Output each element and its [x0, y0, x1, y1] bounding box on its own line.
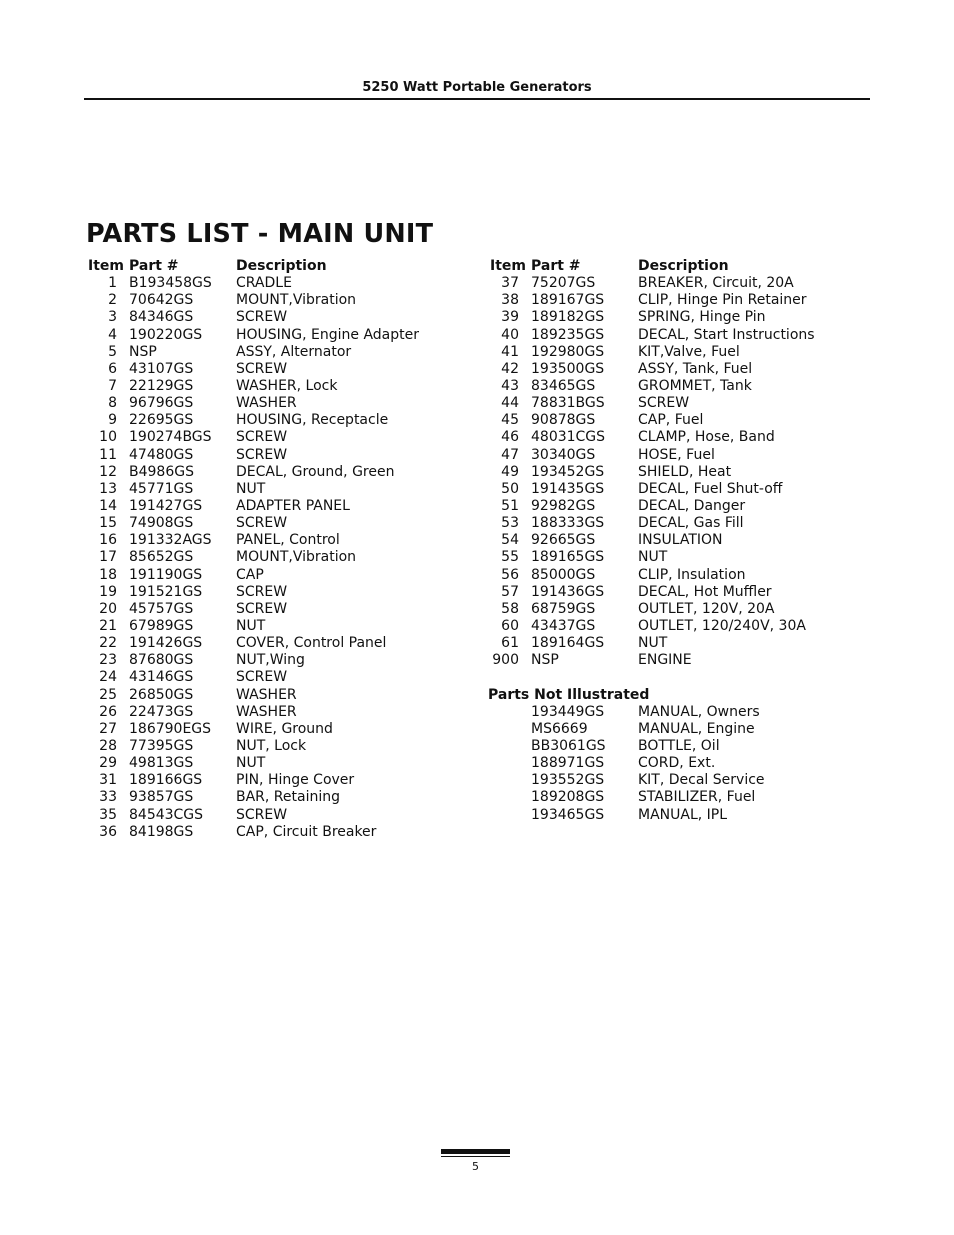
item-number: 6 — [108, 360, 117, 377]
part-number: 22129GS — [129, 377, 194, 394]
item-number: 24 — [99, 669, 117, 686]
table-row — [488, 309, 815, 326]
item-number: 56 — [501, 566, 519, 583]
part-number: 78831BGS — [531, 395, 605, 412]
part-number: 189166GS — [129, 772, 203, 789]
part-description: OUTLET, 120V, 20A — [638, 600, 775, 617]
table-row — [86, 481, 419, 498]
part-number: 77395GS — [129, 737, 194, 754]
table-row — [488, 549, 815, 566]
parts-table-right — [488, 258, 815, 824]
part-number: 93857GS — [129, 789, 194, 806]
table-row — [488, 429, 815, 446]
item-number: 31 — [99, 772, 117, 789]
part-number: 90878GS — [531, 412, 596, 429]
table-row — [86, 292, 419, 309]
part-number: 193552GS — [531, 772, 605, 789]
item-number: 2 — [108, 292, 117, 309]
table-row — [86, 584, 419, 601]
part-description: SCREW — [236, 583, 288, 600]
item-number: 18 — [99, 566, 117, 583]
part-description: WASHER — [236, 395, 297, 412]
table-row — [488, 464, 815, 481]
item-number: 4 — [108, 326, 117, 343]
table-row — [86, 498, 419, 515]
part-description: MANUAL, Owners — [638, 703, 760, 720]
table-row — [488, 515, 815, 532]
table-row — [86, 704, 419, 721]
table-row — [86, 824, 419, 841]
part-number: 45771GS — [129, 480, 194, 497]
part-number: 193500GS — [531, 360, 605, 377]
part-number: 87680GS — [129, 652, 194, 669]
table-row — [86, 669, 419, 686]
part-description: DECAL, Hot Muffler — [638, 583, 772, 600]
part-description: DECAL, Gas Fill — [638, 515, 744, 532]
part-number: 84198GS — [129, 823, 194, 840]
item-number: 13 — [99, 480, 117, 497]
item-number: 51 — [501, 497, 519, 514]
part-description: NUT,Wing — [236, 652, 305, 669]
table-row — [86, 772, 419, 789]
part-number: 85000GS — [531, 566, 596, 583]
part-number: 70642GS — [129, 292, 194, 309]
item-number: 33 — [99, 789, 117, 806]
part-number: B4986GS — [129, 463, 194, 480]
table-row — [488, 755, 815, 772]
col-header-part: Part # — [531, 258, 581, 274]
part-number: 189167GS — [531, 292, 605, 309]
part-description: BAR, Retaining — [236, 789, 341, 806]
table-row — [488, 601, 815, 618]
part-number: 43146GS — [129, 669, 194, 686]
item-number — [488, 772, 519, 789]
table-row — [488, 789, 815, 806]
item-number: 61 — [501, 635, 519, 652]
part-description: COVER, Control Panel — [236, 635, 387, 652]
item-number: 23 — [99, 652, 117, 669]
part-description: SHIELD, Heat — [638, 463, 732, 480]
item-number: 19 — [99, 583, 117, 600]
item-number: 27 — [99, 720, 117, 737]
table-row — [86, 549, 419, 566]
table-row — [488, 635, 815, 652]
part-description: INSULATION — [638, 532, 723, 549]
item-number: 900 — [492, 652, 519, 669]
table-row — [488, 292, 815, 309]
part-description: SCREW — [236, 360, 288, 377]
header-title: 5250 Watt Portable Generators — [362, 80, 592, 95]
header-divider — [84, 98, 870, 100]
part-number: 189164GS — [531, 635, 605, 652]
part-description: MOUNT,Vibration — [236, 292, 357, 309]
part-description: WASHER, Lock — [236, 377, 338, 394]
part-number: 190274BGS — [129, 429, 212, 446]
part-number: B193458GS — [129, 275, 212, 292]
part-number: 47480GS — [129, 446, 194, 463]
item-number: 45 — [501, 412, 519, 429]
table-row — [86, 429, 419, 446]
part-number: 191332AGS — [129, 532, 212, 549]
col-header-part: Part # — [129, 258, 179, 274]
item-number: 55 — [501, 549, 519, 566]
part-number: 189165GS — [531, 549, 605, 566]
table-row — [86, 789, 419, 806]
part-number: 84346GS — [129, 309, 194, 326]
item-number: 20 — [99, 600, 117, 617]
part-description: CRADLE — [236, 275, 292, 292]
item-number: 26 — [99, 703, 117, 720]
part-description: BREAKER, Circuit, 20A — [638, 275, 794, 292]
item-number: 44 — [501, 395, 519, 412]
item-number: 3 — [108, 309, 117, 326]
item-number — [488, 738, 519, 755]
item-number: 35 — [99, 806, 117, 823]
part-description: STABILIZER, Fuel — [638, 789, 756, 806]
part-number: 192980GS — [531, 343, 605, 360]
right-rows — [488, 275, 815, 669]
item-number: 9 — [108, 412, 117, 429]
item-number: 8 — [108, 395, 117, 412]
parts-not-illustrated-label: Parts Not Illustrated — [488, 686, 650, 703]
item-number: 60 — [501, 617, 519, 634]
part-number: 45757GS — [129, 600, 194, 617]
table-row — [86, 738, 419, 755]
table-row — [488, 327, 815, 344]
table-row — [488, 584, 815, 601]
part-number: 186790EGS — [129, 720, 212, 737]
table-row — [488, 481, 815, 498]
part-description: SCREW — [236, 309, 288, 326]
col-header-item: Item — [490, 258, 526, 274]
part-number: 83465GS — [531, 377, 596, 394]
part-description: CLIP, Insulation — [638, 566, 746, 583]
parts-table-left — [86, 258, 419, 841]
table-row — [86, 447, 419, 464]
table-row — [86, 635, 419, 652]
page-number: 5 — [472, 1160, 479, 1173]
table-row — [86, 275, 419, 292]
table-row — [488, 378, 815, 395]
table-row — [86, 344, 419, 361]
table-row — [86, 687, 419, 704]
table-row — [86, 309, 419, 326]
item-number: 5 — [108, 343, 117, 360]
part-number: 26850GS — [129, 686, 194, 703]
part-number: 189208GS — [531, 789, 605, 806]
part-number: 22473GS — [129, 703, 194, 720]
part-number: 92665GS — [531, 532, 596, 549]
part-description: BOTTLE, Oil — [638, 737, 720, 754]
part-description: SCREW — [638, 395, 690, 412]
part-number: 48031CGS — [531, 429, 606, 446]
table-row — [488, 447, 815, 464]
part-number: 84543CGS — [129, 806, 204, 823]
item-number: 46 — [501, 429, 519, 446]
part-number: 193449GS — [531, 703, 605, 720]
part-number: 67989GS — [129, 617, 194, 634]
table-row — [86, 395, 419, 412]
part-description: HOUSING, Receptacle — [236, 412, 389, 429]
table-row — [488, 395, 815, 412]
item-number: 1 — [108, 275, 117, 292]
part-description: CLAMP, Hose, Band — [638, 429, 775, 446]
part-description: NUT — [638, 549, 668, 566]
part-description: WASHER — [236, 686, 297, 703]
item-number: 41 — [501, 343, 519, 360]
item-number: 17 — [99, 549, 117, 566]
part-description: OUTLET, 120/240V, 30A — [638, 617, 806, 634]
part-description: HOSE, Fuel — [638, 446, 715, 463]
part-description: ASSY, Alternator — [236, 343, 352, 360]
item-number — [488, 755, 519, 772]
item-number: 49 — [501, 463, 519, 480]
table-row — [488, 275, 815, 292]
part-number: 74908GS — [129, 515, 194, 532]
part-number: 191436GS — [531, 583, 605, 600]
column-headers — [86, 258, 419, 275]
part-number: NSP — [531, 652, 559, 669]
part-description: PIN, Hinge Cover — [236, 772, 355, 789]
part-number: 85652GS — [129, 549, 194, 566]
table-row — [86, 464, 419, 481]
page-title: PARTS LIST - MAIN UNIT — [86, 219, 434, 249]
table-row — [488, 344, 815, 361]
part-number: 191435GS — [531, 480, 605, 497]
part-description: MOUNT,Vibration — [236, 549, 357, 566]
part-description: SCREW — [236, 515, 288, 532]
part-description: NUT — [638, 635, 668, 652]
table-row — [488, 412, 815, 429]
table-row — [86, 721, 419, 738]
part-description: ASSY, Tank, Fuel — [638, 360, 753, 377]
table-row — [86, 567, 419, 584]
table-row — [488, 738, 815, 755]
footer-bar — [441, 1149, 510, 1154]
table-row — [86, 755, 419, 772]
part-description: SCREW — [236, 429, 288, 446]
item-number: 25 — [99, 686, 117, 703]
part-number: 189182GS — [531, 309, 605, 326]
table-row — [86, 327, 419, 344]
part-description: KIT,Valve, Fuel — [638, 343, 740, 360]
table-row — [488, 704, 815, 721]
item-number: 43 — [501, 377, 519, 394]
part-number: NSP — [129, 343, 157, 360]
table-row — [86, 807, 419, 824]
part-description: NUT, Lock — [236, 737, 307, 754]
part-number: MS6669 — [531, 720, 588, 737]
item-number: 11 — [99, 446, 117, 463]
table-row — [488, 567, 815, 584]
part-description: ADAPTER PANEL — [236, 497, 350, 514]
part-description: CLIP, Hinge Pin Retainer — [638, 292, 807, 309]
item-number: 40 — [501, 326, 519, 343]
part-number: 43107GS — [129, 360, 194, 377]
table-row — [488, 618, 815, 635]
part-description: CAP, Fuel — [638, 412, 704, 429]
col-header-item: Item — [88, 258, 124, 274]
table-row — [488, 361, 815, 378]
table-row — [86, 378, 419, 395]
part-description: DECAL, Start Instructions — [638, 326, 815, 343]
part-description: ENGINE — [638, 652, 692, 669]
table-row — [488, 498, 815, 515]
item-number: 54 — [501, 532, 519, 549]
part-description: CORD, Ext. — [638, 755, 716, 772]
col-header-description: Description — [638, 258, 729, 274]
item-number: 47 — [501, 446, 519, 463]
item-number: 37 — [501, 275, 519, 292]
part-number: 191190GS — [129, 566, 203, 583]
part-description: DECAL, Danger — [638, 497, 746, 514]
item-number: 53 — [501, 515, 519, 532]
part-number: 43437GS — [531, 617, 596, 634]
part-description: SCREW — [236, 806, 288, 823]
item-number: 16 — [99, 532, 117, 549]
part-number: 92982GS — [531, 497, 596, 514]
part-description: DECAL, Ground, Green — [236, 463, 395, 480]
item-number: 12 — [99, 463, 117, 480]
part-number: 191427GS — [129, 497, 203, 514]
part-description: GROMMET, Tank — [638, 377, 752, 394]
part-description: CAP — [236, 566, 264, 583]
item-number — [488, 789, 519, 806]
part-number: BB3061GS — [531, 737, 606, 754]
item-number: 14 — [99, 497, 117, 514]
part-description: NUT — [236, 617, 266, 634]
table-row — [488, 532, 815, 549]
table-row — [488, 772, 815, 789]
item-number — [488, 807, 519, 824]
part-number: 30340GS — [531, 446, 596, 463]
part-description: NUT — [236, 480, 266, 497]
part-description: HOUSING, Engine Adapter — [236, 326, 420, 343]
item-number: 10 — [99, 429, 117, 446]
table-row — [86, 361, 419, 378]
part-number: 190220GS — [129, 326, 203, 343]
column-headers-right — [488, 258, 815, 275]
table-row — [86, 618, 419, 635]
part-number: 96796GS — [129, 395, 194, 412]
part-number: 188333GS — [531, 515, 605, 532]
item-number: 50 — [501, 480, 519, 497]
part-number: 189235GS — [531, 326, 605, 343]
part-number: 193452GS — [531, 463, 605, 480]
part-number: 49813GS — [129, 755, 194, 772]
part-description: WASHER — [236, 703, 297, 720]
part-description: SPRING, Hinge Pin — [638, 309, 766, 326]
item-number — [488, 721, 519, 738]
table-row — [86, 652, 419, 669]
part-description: WIRE, Ground — [236, 720, 333, 737]
item-number: 21 — [99, 617, 117, 634]
part-description: MANUAL, IPL — [638, 806, 728, 823]
part-number: 191426GS — [129, 635, 203, 652]
part-number: 75207GS — [531, 275, 596, 292]
item-number: 29 — [99, 755, 117, 772]
part-description: DECAL, Fuel Shut-off — [638, 480, 783, 497]
col-header-description: Description — [236, 258, 327, 274]
item-number: 7 — [108, 377, 117, 394]
part-description: SCREW — [236, 600, 288, 617]
footer-rule — [441, 1156, 510, 1157]
part-number: 68759GS — [531, 600, 596, 617]
table-row — [488, 807, 815, 824]
part-description: NUT — [236, 755, 266, 772]
item-number: 36 — [99, 823, 117, 840]
item-number: 39 — [501, 309, 519, 326]
table-row — [86, 601, 419, 618]
item-number: 15 — [99, 515, 117, 532]
part-number: 188971GS — [531, 755, 605, 772]
part-description: MANUAL, Engine — [638, 720, 755, 737]
item-number: 58 — [501, 600, 519, 617]
item-number: 28 — [99, 737, 117, 754]
item-number: 42 — [501, 360, 519, 377]
item-number: 57 — [501, 583, 519, 600]
part-description: KIT, Decal Service — [638, 772, 765, 789]
not-illustrated-rows — [488, 704, 815, 824]
part-description: SCREW — [236, 446, 288, 463]
table-row — [86, 515, 419, 532]
table-row — [86, 532, 419, 549]
part-description: CAP, Circuit Breaker — [236, 823, 377, 840]
part-number: 191521GS — [129, 583, 203, 600]
part-number: 193465GS — [531, 806, 605, 823]
table-row — [488, 652, 815, 669]
part-description: PANEL, Control — [236, 532, 340, 549]
table-row — [488, 721, 815, 738]
item-number: 38 — [501, 292, 519, 309]
table-row — [86, 412, 419, 429]
item-number — [488, 704, 519, 721]
left-rows — [86, 275, 419, 841]
part-description: SCREW — [236, 669, 288, 686]
item-number: 22 — [99, 635, 117, 652]
part-number: 22695GS — [129, 412, 194, 429]
